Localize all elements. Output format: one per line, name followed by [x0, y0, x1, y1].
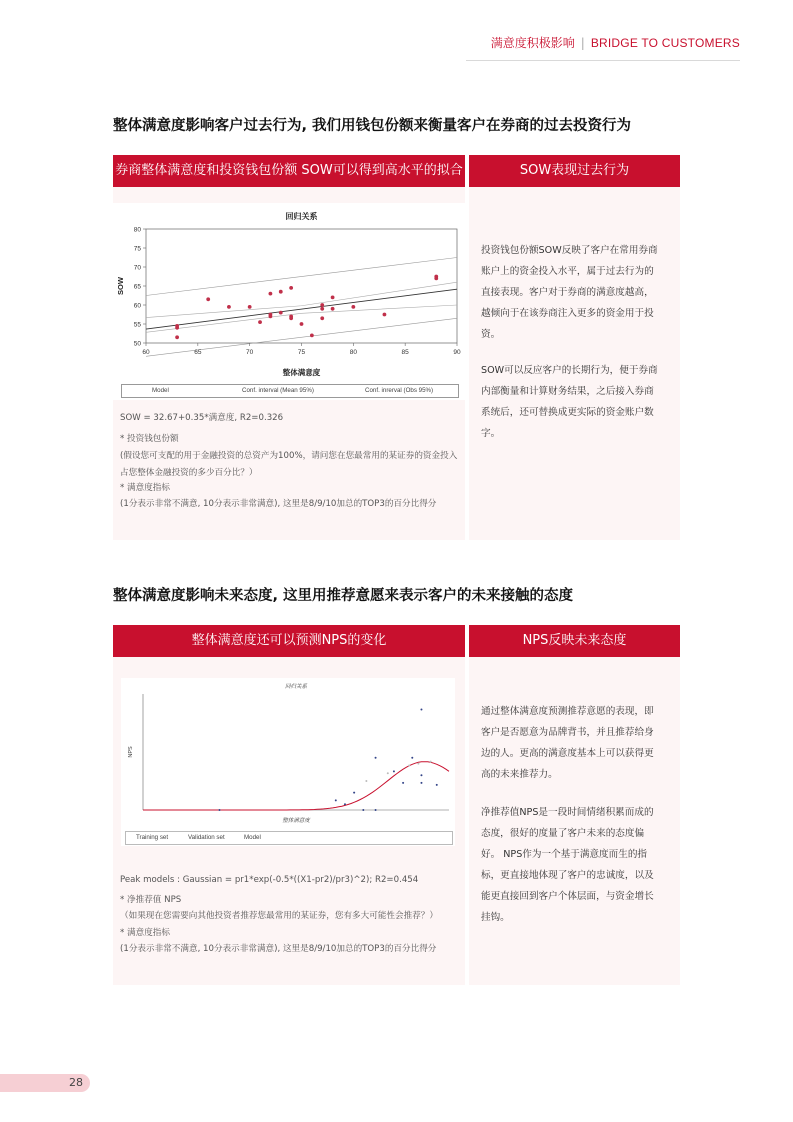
chart1-title: 回归关系: [285, 212, 318, 221]
chart1-xlabel: 整体满意度: [282, 368, 321, 377]
chart2-validation-point: [387, 772, 389, 774]
chart1-ytick-label: 80: [133, 226, 141, 234]
legend-training: Training set: [136, 834, 169, 841]
chart2-training-point: [420, 708, 422, 710]
page-number-text: 28: [69, 1076, 83, 1089]
section1-left-bar: 券商整体满意度和投资钱包份额 SOW可以得到高水平的拟合: [113, 155, 465, 187]
chart1-data-point: [331, 296, 335, 300]
chart1-mean-ci-upper: [146, 282, 457, 317]
chart1-xtick-label: 80: [349, 349, 357, 356]
legend-mean-ci: Conf. interval (Mean 95%): [242, 387, 314, 394]
note2-label: * 满意度指标: [120, 483, 170, 493]
section2-title: 整体满意度影响未来态度, 这里用推荐意愿来表示客户的未来接触的态度: [113, 588, 574, 604]
chart1-data-point: [269, 292, 273, 296]
chart2-training-point: [436, 784, 438, 786]
chart1-xtick-label: 85: [401, 349, 409, 356]
sow-formula: SOW = 32.67+0.35*满意度, R2=0.326: [120, 413, 284, 423]
chart1-obs-ci-upper: [146, 258, 457, 296]
chart1-data-point: [434, 275, 438, 279]
chart1-data-point: [279, 290, 283, 294]
header-separator: |: [580, 36, 585, 50]
note1-text: (假设您可支配的用于金融投资的总资产为100%，请问您在您最常用的某证券的资金投入占您整体金融投资的多少百分比？）: [120, 451, 458, 478]
chart1-data-point: [227, 305, 231, 309]
sow-chart-area: [113, 203, 465, 400]
section1-title: 整体满意度影响客户过去行为, 我们用钱包份额来衡量客户在券商的过去投资行为: [113, 118, 632, 134]
nps-chart-area: [121, 678, 455, 846]
sow-regression-chart: [113, 203, 465, 400]
chart1-ytick-label: 75: [133, 245, 141, 253]
chart2-training-point: [335, 799, 337, 801]
chart1-data-point: [320, 303, 324, 307]
section2-left-bar: 整体满意度还可以预测NPS的变化: [113, 625, 465, 657]
chart2-training-point: [353, 792, 355, 794]
chart2-training-point: [411, 757, 413, 759]
sow-paragraph-2: SOW可以反应客户的长期行为，便于券商内部衡量和计算财务结果，之后接入券商系统后，还可替换成更实际的资金账户数字。: [481, 365, 658, 439]
nps-gaussian-chart: [121, 678, 455, 846]
chart2-training-point: [402, 782, 404, 784]
chart1-ylabel: SOW: [116, 277, 125, 295]
chart1-data-point: [320, 307, 324, 311]
note2-text: (1分表示非常不满意, 10分表示非常满意), 这里是8/9/10加总的TOP3的百分比得分: [120, 499, 437, 509]
chart2-title: 回归关系: [284, 684, 308, 690]
note1-label: * 投资钱包份额: [120, 434, 179, 444]
header-en: BRIDGE TO CUSTOMERS: [590, 36, 740, 50]
page-number: [0, 1074, 90, 1092]
chart1-data-point: [206, 297, 210, 301]
section2-right-bar: NPS反映未来态度: [469, 625, 680, 657]
chart2-training-point: [420, 782, 422, 784]
nps-paragraph-1: 通过整体满意度预测推荐意愿的表现，即客户是否愿意为品牌背书，并且推荐给身边的人。更高的满意度基本上可以获得更高的未来推荐力。: [481, 706, 654, 780]
sow-chart-legend: [121, 384, 459, 398]
chart1-xtick-label: 65: [194, 349, 202, 356]
nps-paragraph-2: 净推荐值NPS是一段时间情绪积累而成的态度，很好的度量了客户未来的态度偏好。 NPS作为一个基于满意度而生的指标，更直接地体现了客户的忠诚度，以及能更直接回到客户个体层面，与资金增长挂钩。: [481, 807, 654, 923]
chart2-training-point: [375, 757, 377, 759]
chart2-validation-point: [430, 761, 432, 763]
chart1-data-point: [289, 316, 293, 320]
chart2-training-point: [344, 803, 346, 805]
sow-paragraph-1: 投资钱包份额SOW反映了客户在常用券商账户上的资金投入水平，属于过去行为的直接表现。客户对于券商的满意度越高，越倾向于在该券商注入更多的资金用于投资。: [481, 245, 658, 340]
chart1-xtick-label: 90: [453, 349, 461, 356]
chart2-training-point: [375, 809, 377, 811]
chart1-data-point: [269, 313, 273, 317]
chart2-training-point: [420, 774, 422, 776]
legend-obs-ci: Conf. inrerval (Obs 95%): [365, 387, 434, 394]
nps-note1-text: （如果现在您需要向其他投资者推荐您最常用的某证券，您有多大可能性会推荐？）: [120, 911, 438, 921]
chart1-xtick-label: 60: [142, 349, 150, 356]
chart2-ylabel: NPS: [128, 746, 134, 758]
chart1-ytick-label: 70: [133, 264, 141, 272]
chart1-data-point: [351, 305, 355, 309]
chart1-data-point: [258, 320, 262, 324]
chart2-training-point: [219, 809, 221, 811]
legend-model: Model: [152, 387, 169, 394]
chart1-data-point: [331, 307, 335, 311]
nps-note1-label: * 净推荐值 NPS: [120, 895, 182, 905]
chart2-xlabel: 整体满意度: [282, 818, 310, 824]
chart1-xtick-label: 75: [297, 349, 306, 356]
chart1-data-point: [279, 311, 283, 315]
chart1-data-point: [310, 334, 314, 338]
running-header: [491, 34, 740, 51]
chart1-data-point: [300, 322, 304, 326]
chart1-data-point: [320, 316, 324, 320]
chart2-training-point: [362, 809, 364, 811]
legend-nps-model: Model: [244, 834, 261, 841]
header-rule: [466, 60, 740, 61]
chart2-model-curve: [143, 762, 449, 810]
chart1-data-point: [175, 324, 179, 328]
chart1-ytick-label: 60: [133, 302, 141, 310]
nps-formula: Peak models : Gaussian = pr1*exp(-0.5*((X1-pr2)/pr3)^2); R2=0.454: [120, 875, 419, 885]
nps-chart-legend: [125, 831, 453, 845]
chart1-ytick-label: 65: [133, 283, 141, 291]
chart1-ytick-label: 50: [133, 340, 141, 348]
chart1-ytick-label: 55: [133, 321, 141, 329]
section1-right-bar: SOW表现过去行为: [469, 155, 680, 187]
nps-note2-label: * 满意度指标: [120, 928, 170, 938]
chart1-data-point: [248, 305, 252, 309]
legend-validation: Validation set: [188, 834, 225, 841]
nps-note2-text: (1分表示非常不满意, 10分表示非常满意), 这里是8/9/10加总的TOP3的百分比得分: [120, 944, 437, 954]
chart1-data-point: [175, 335, 179, 339]
chart2-validation-point: [365, 780, 367, 782]
chart2-validation-point: [417, 763, 419, 765]
chart1-data-point: [383, 313, 387, 317]
chart2-training-point: [393, 770, 395, 772]
chart1-data-point: [289, 286, 293, 290]
header-cn: 满意度积极影响: [490, 36, 575, 50]
chart2-validation-point: [408, 765, 410, 767]
chart1-xtick-label: 70: [246, 349, 254, 356]
